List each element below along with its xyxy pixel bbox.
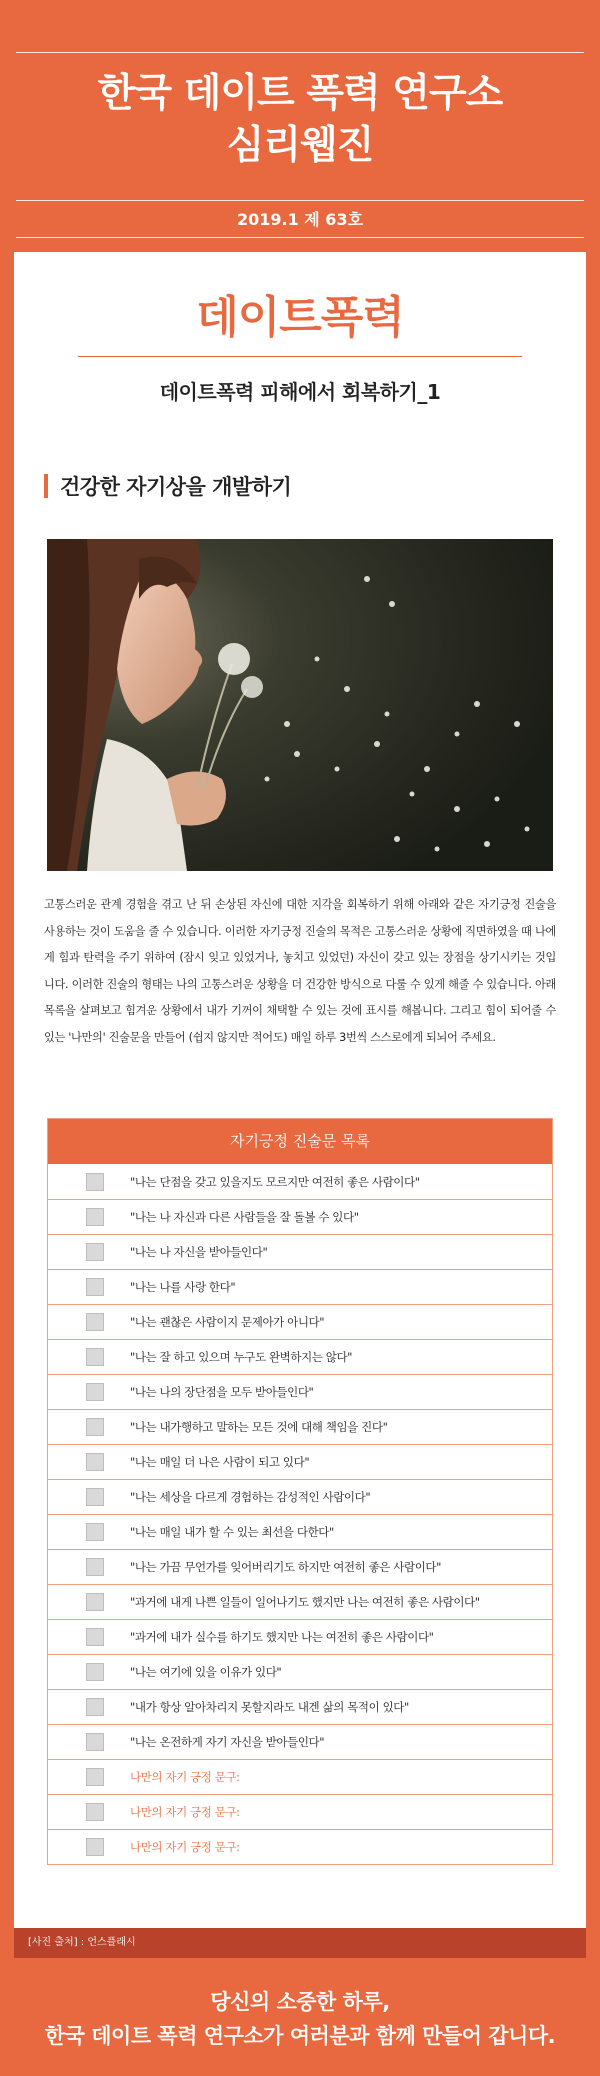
affirmation-checkbox[interactable]	[86, 1733, 104, 1751]
affirmation-row	[48, 1199, 552, 1234]
affirmation-text: "나는 매일 내가 할 수 있는 최선을 다한다"	[130, 1525, 334, 1539]
affirmation-checkbox[interactable]	[86, 1383, 104, 1401]
affirmation-text: "나는 온전하게 자기 자신을 받아들인다"	[130, 1735, 325, 1749]
webzine-title	[0, 68, 600, 172]
affirmation-row	[48, 1584, 552, 1619]
article-heading	[44, 472, 291, 500]
masthead-rule-top	[16, 52, 584, 53]
affirmation-checkbox[interactable]	[86, 1208, 104, 1226]
dandelion-photo-illustration	[47, 539, 553, 871]
article-body: 고통스러운 관계 경험을 겪고 난 뒤 손상된 자신에 대한 지각을 회복하기 위해 아래와 같은 자기긍정 진술을 사용하는 것이 도움을 줄 수 있습니다. 이러한 자기긍정 진술의 목적은 고통스러운 상황에 직면하였을 때 나에게 힘과 탄력을 주기 위하여 (잠시 잊고 있었거나, 놓치고 있었던) 자신이 갖고 있는 장점을 상기시키는 것입니다. 이러한 진술의 형태는 나의 고통스러운 상황을 더 건강한 방식으로 다룰 수 있게 해줄 수 있습니다. 아래 목록을 살펴보고 힘겨운 상황에서 내가 기꺼이 채택할 수 있는 것에 표시를 해봅니다. 그리고 힘이 되어줄 수 있는 '나만의' 진술문을 만들어 (쉽지 않지만 적어도) 매일 하루 3번씩 스스로에게 되뇌어 주세요.	[44, 898, 556, 1044]
affirmation-checkbox[interactable]	[86, 1418, 104, 1436]
affirmation-row	[48, 1724, 552, 1759]
affirmation-row	[48, 1304, 552, 1339]
custom-affirmation-row	[48, 1759, 552, 1794]
affirmation-row	[48, 1514, 552, 1549]
affirmation-row	[48, 1689, 552, 1724]
webzine-title-line1: 한국 데이트 폭력 연구소	[97, 71, 503, 116]
affirmation-text: "나는 단점을 갖고 있을지도 모르지만 여전히 좋은 사람이다"	[130, 1174, 420, 1189]
affirmation-row	[48, 1654, 552, 1689]
section-divider	[78, 356, 522, 357]
affirmation-checkbox[interactable]	[86, 1278, 104, 1296]
affirmation-checkbox[interactable]	[86, 1313, 104, 1331]
affirmation-checkbox[interactable]	[86, 1628, 104, 1646]
masthead	[0, 0, 600, 250]
affirmation-checkbox[interactable]	[86, 1243, 104, 1261]
affirmation-row	[48, 1549, 552, 1584]
masthead-rule-mid	[16, 200, 584, 201]
affirmation-row	[48, 1339, 552, 1374]
affirmation-row	[48, 1479, 552, 1514]
affirmation-checkbox[interactable]	[86, 1173, 104, 1191]
custom-affirmation-row	[48, 1829, 552, 1864]
affirmation-list-header: 자기긍정 진술문 목록	[48, 1119, 552, 1164]
affirmation-list	[47, 1118, 553, 1865]
affirmation-text: "나는 매일 더 나은 사람이 되고 있다"	[130, 1455, 310, 1469]
affirmation-text: "나는 여기에 있을 이유가 있다"	[130, 1665, 282, 1679]
footer-line1: 당신의 소중한 하루,	[210, 1990, 390, 2014]
article-subtitle: 데이트폭력 피해에서 회복하기_1	[159, 380, 441, 404]
affirmation-row	[48, 1164, 552, 1199]
affirmation-text: "나는 나 자신과 다른 사람들을 잘 돌볼 수 있다"	[130, 1210, 359, 1224]
section-title: 데이트폭력	[196, 292, 404, 343]
affirmation-checkbox[interactable]	[86, 1593, 104, 1611]
footer-message	[0, 1985, 600, 2053]
affirmation-text: "과거에 내게 나쁜 일들이 일어나기도 했지만 나는 여전히 좋은 사람이다"	[130, 1595, 480, 1609]
affirmation-row	[48, 1269, 552, 1304]
footer-line2: 한국 데이트 폭력 연구소가 여러분과 함께 만들어 갑니다.	[44, 2024, 556, 2048]
affirmation-checkbox[interactable]	[86, 1488, 104, 1506]
dandelion-photo	[47, 539, 553, 871]
custom-affirmation-label: 나만의 자기 긍정 문구:	[130, 1770, 240, 1784]
custom-affirmation-label: 나만의 자기 긍정 문구:	[130, 1840, 240, 1854]
affirmation-checkbox[interactable]	[86, 1663, 104, 1681]
affirmation-checkbox[interactable]	[86, 1698, 104, 1716]
affirmation-text: "나는 나를 사랑 한다"	[130, 1280, 236, 1294]
heading-text: 건강한 자기상을 개발하기	[60, 475, 292, 499]
affirmation-checkbox[interactable]	[86, 1523, 104, 1541]
affirmation-row	[48, 1374, 552, 1409]
affirmation-text: "나는 괜찮은 사람이지 문제아가 아니다"	[130, 1315, 325, 1329]
affirmation-rows	[48, 1164, 552, 1864]
affirmation-row	[48, 1444, 552, 1479]
affirmation-text: "나는 내가행하고 말하는 모든 것에 대해 책임을 진다"	[130, 1420, 388, 1434]
webzine-title-line2: 심리웹진	[226, 123, 374, 168]
photo-credit: [사진 출처] : 언스플래시	[14, 1928, 586, 1958]
affirmation-checkbox[interactable]	[86, 1838, 104, 1856]
affirmation-checkbox[interactable]	[86, 1803, 104, 1821]
affirmation-checkbox[interactable]	[86, 1348, 104, 1366]
affirmation-text: "나는 잘 하고 있으며 누구도 완벽하지는 않다"	[130, 1350, 353, 1364]
custom-affirmation-row	[48, 1794, 552, 1829]
heading-accent-bar	[44, 474, 48, 498]
affirmation-checkbox[interactable]	[86, 1768, 104, 1786]
affirmation-text: "과거에 내가 실수를 하기도 했지만 나는 여전히 좋은 사람이다"	[130, 1630, 434, 1644]
article-card	[14, 252, 586, 1928]
custom-affirmation-label: 나만의 자기 긍정 문구:	[130, 1805, 240, 1819]
affirmation-checkbox[interactable]	[86, 1558, 104, 1576]
affirmation-checkbox[interactable]	[86, 1453, 104, 1471]
affirmation-text: "나는 나의 장단점을 모두 받아들인다"	[130, 1385, 314, 1399]
affirmation-text: "나는 가끔 무언가를 잊어버리기도 하지만 여전히 좋은 사람이다"	[130, 1560, 441, 1574]
affirmation-text: "나는 나 자신을 받아들인다"	[130, 1245, 268, 1259]
affirmation-row	[48, 1619, 552, 1654]
affirmation-text: "내가 항상 알아차리지 못할지라도 내겐 삶의 목적이 있다"	[130, 1700, 409, 1714]
affirmation-row	[48, 1409, 552, 1444]
issue-label: 2019.1 제 63호	[236, 210, 364, 229]
masthead-rule-bottom	[16, 237, 584, 238]
affirmation-row	[48, 1234, 552, 1269]
affirmation-text: "나는 세상을 다르게 경험하는 감성적인 사람이다"	[130, 1490, 371, 1504]
